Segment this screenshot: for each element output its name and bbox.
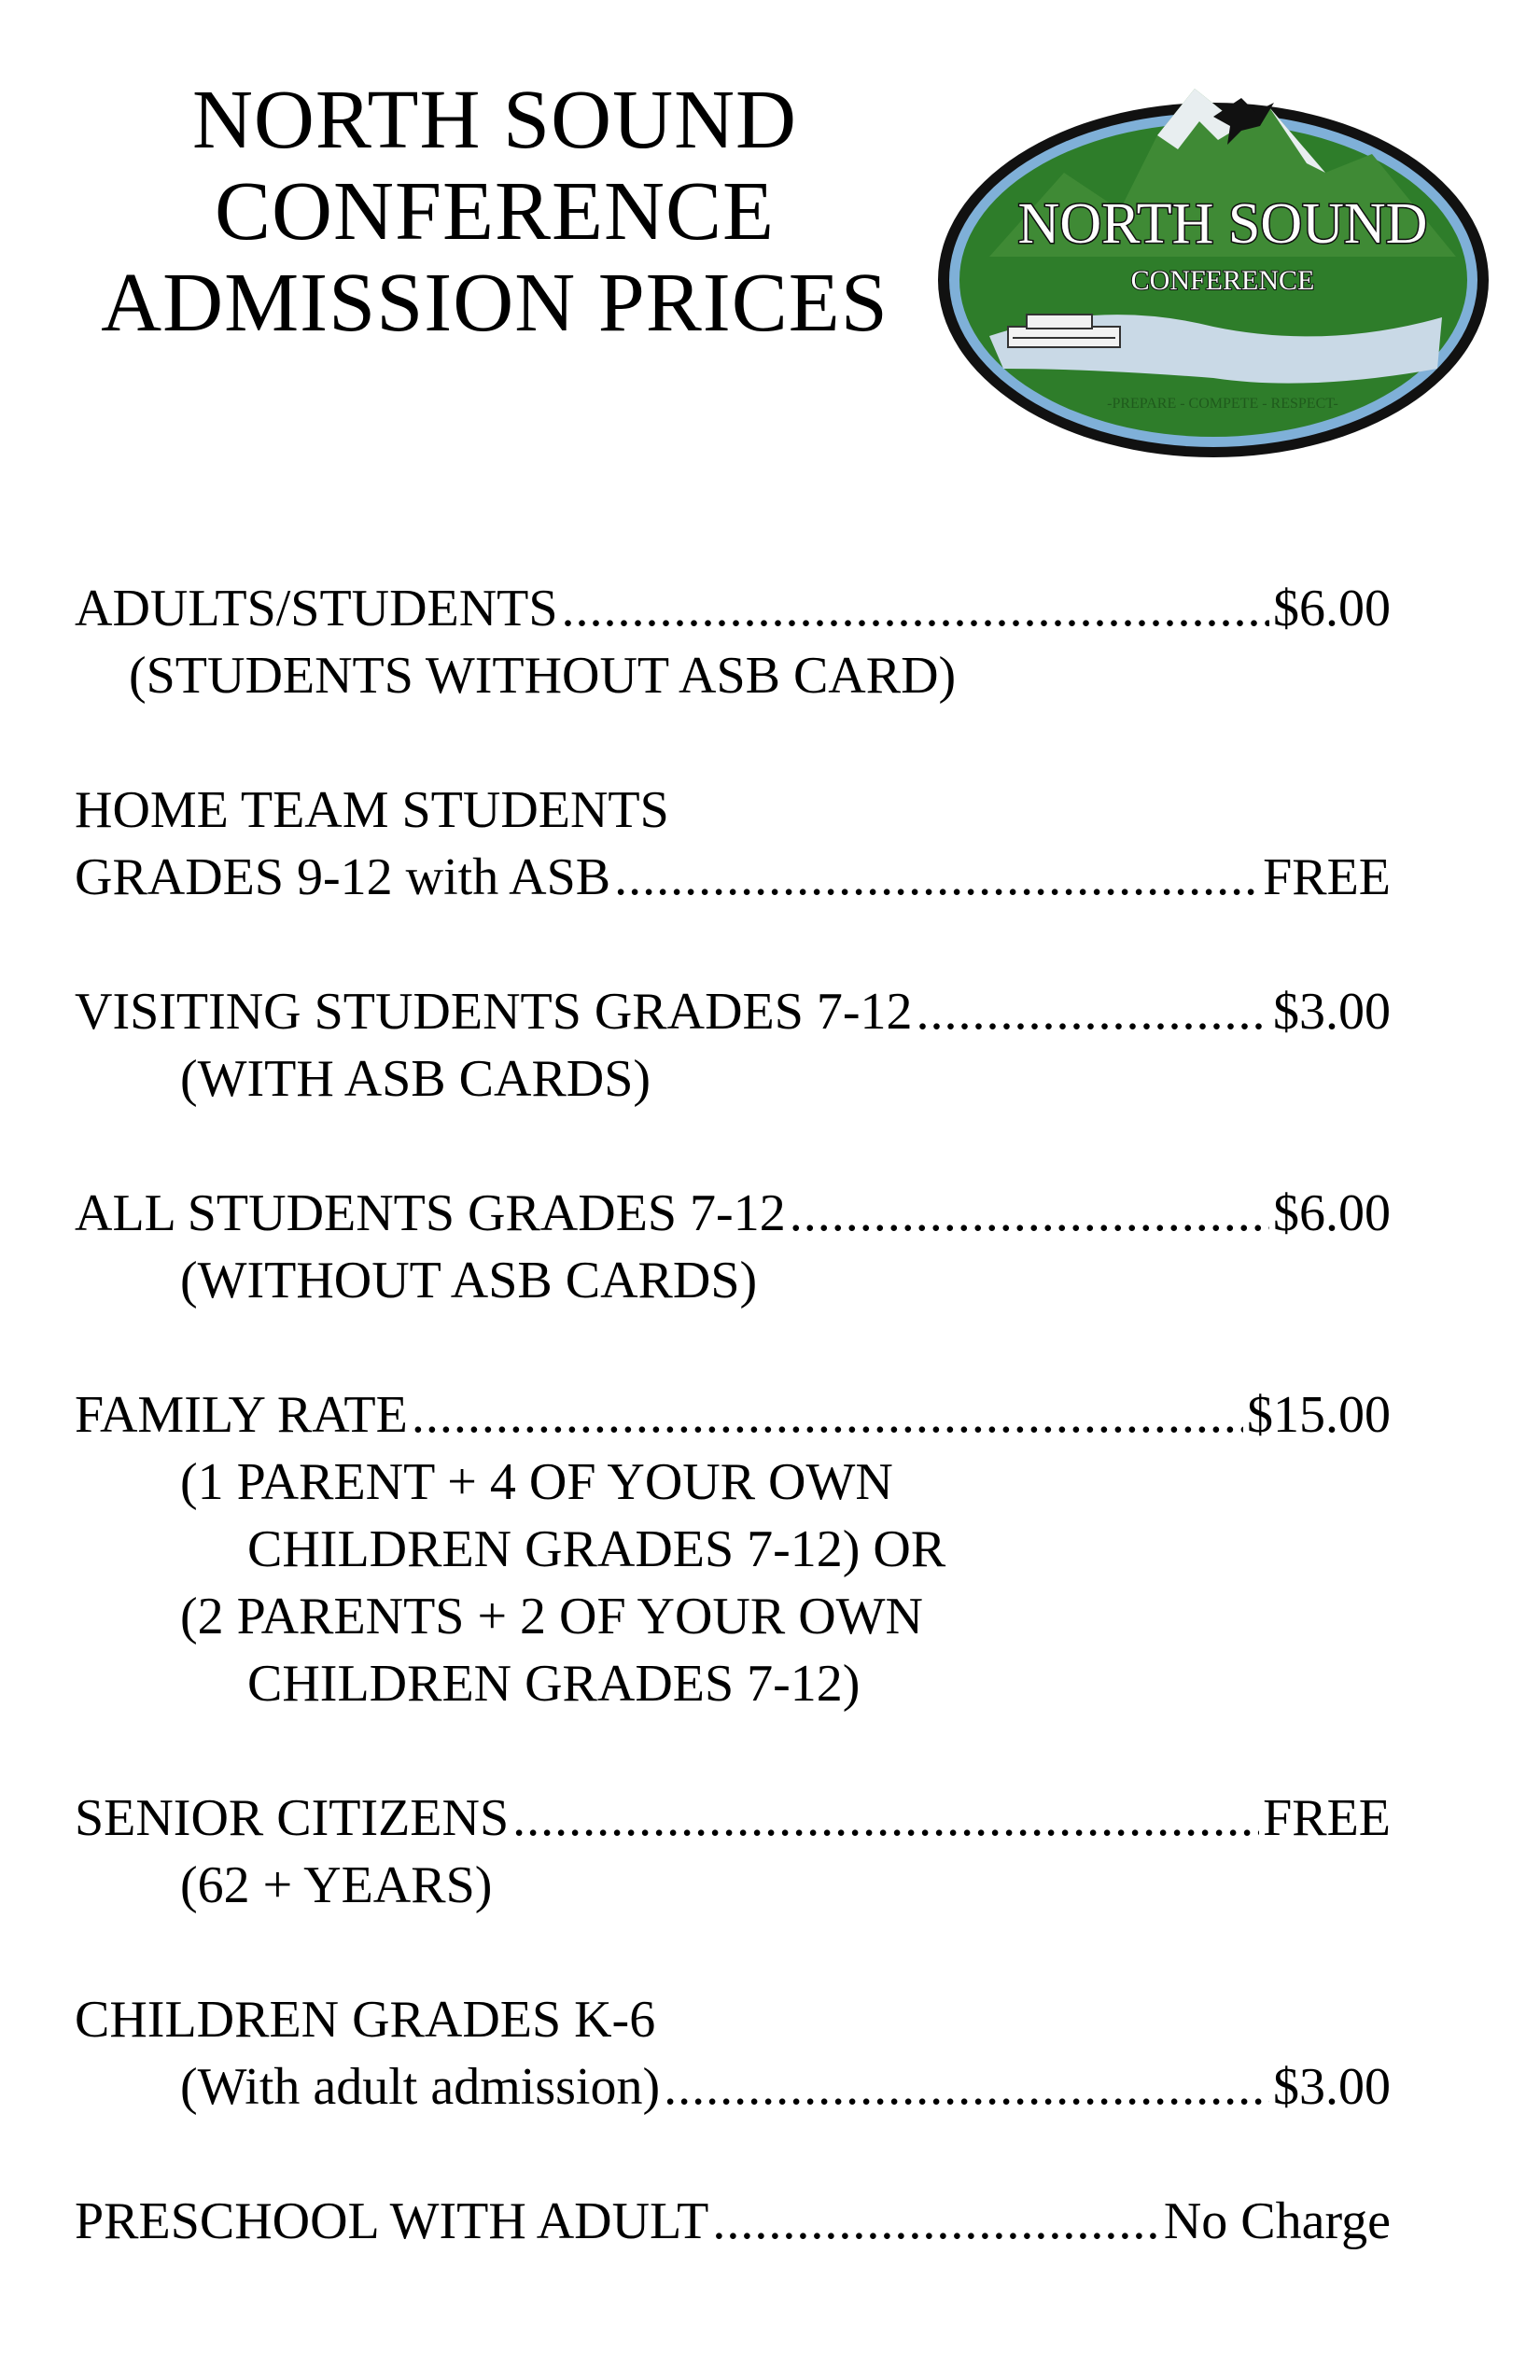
entry-note: (WITH ASB CARDS) [180,1050,651,1108]
entry-label: ADULTS/STUDENTS [75,580,558,637]
entry-label: FAMILY RATE [75,1386,408,1444]
price-entry-children [75,1990,1391,2124]
entry-label: VISITING STUDENTS GRADES 7-12 [75,983,913,1041]
entry-label: CHILDREN GRADES K-6 [75,1991,656,2049]
entry-price: $6.00 [1273,1184,1391,1242]
entry-label: PRESCHOOL WITH ADULT [75,2192,709,2250]
entry-note: (62 + YEARS) [180,1856,493,1914]
entry-note-4: CHILDREN GRADES 7-12) [247,1655,861,1713]
entry-price: $3.00 [1273,2058,1391,2116]
price-entry-adults [75,579,1391,713]
entry-price: No Charge [1163,2192,1391,2250]
logo-name: NORTH SOUND [1017,192,1428,256]
entry-note-3: (2 PARENTS + 2 OF YOUR OWN [180,1588,923,1645]
price-entry-seniors [75,1788,1391,1923]
entry-note-1: (1 PARENT + 4 OF YOUR OWN [180,1453,893,1511]
dot-leader [512,1788,1259,1848]
entry-price: FREE [1263,1789,1391,1847]
price-entry-all-students [75,1183,1391,1318]
dot-leader [917,982,1269,1042]
price-entry-preschool [75,2191,1391,2259]
entry-label: SENIOR CITIZENS [75,1789,510,1847]
dot-leader [614,847,1259,907]
entry-price: $3.00 [1273,983,1391,1041]
title-line-1: NORTH SOUND [191,74,798,166]
title-line-2: CONFERENCE [214,165,776,258]
entry-label-line-2: GRADES 9-12 with ASB [75,848,611,906]
logo-subtitle: CONFERENCE [1130,265,1315,296]
entry-label: HOME TEAM STUDENTS [75,781,669,839]
entry-sub-label: (With adult admission) [180,2058,661,2116]
dot-leader [712,2191,1160,2251]
title-line-3: ADMISSION PRICES [101,257,889,349]
price-entry-visiting [75,982,1391,1116]
entry-price: FREE [1263,848,1391,906]
north-sound-conference-logo [933,70,1493,462]
entry-label: ALL STUDENTS GRADES 7-12 [75,1184,786,1242]
admission-price-list [75,579,1391,2259]
entry-note: (STUDENTS WITHOUT ASB CARD) [129,647,957,705]
dot-leader [664,2057,1269,2117]
price-entry-family [75,1385,1391,1721]
dot-leader [412,1385,1243,1445]
dot-leader [562,579,1269,638]
price-entry-home-team [75,780,1391,915]
logo-motto: -PREPARE - COMPETE - RESPECT- [1107,396,1338,412]
dot-leader [790,1183,1269,1243]
entry-price: $6.00 [1273,580,1391,637]
page-title [56,75,933,349]
entry-note: (WITHOUT ASB CARDS) [180,1252,758,1309]
entry-note-2: CHILDREN GRADES 7-12) OR [247,1520,946,1578]
entry-price: $15.00 [1247,1386,1391,1444]
